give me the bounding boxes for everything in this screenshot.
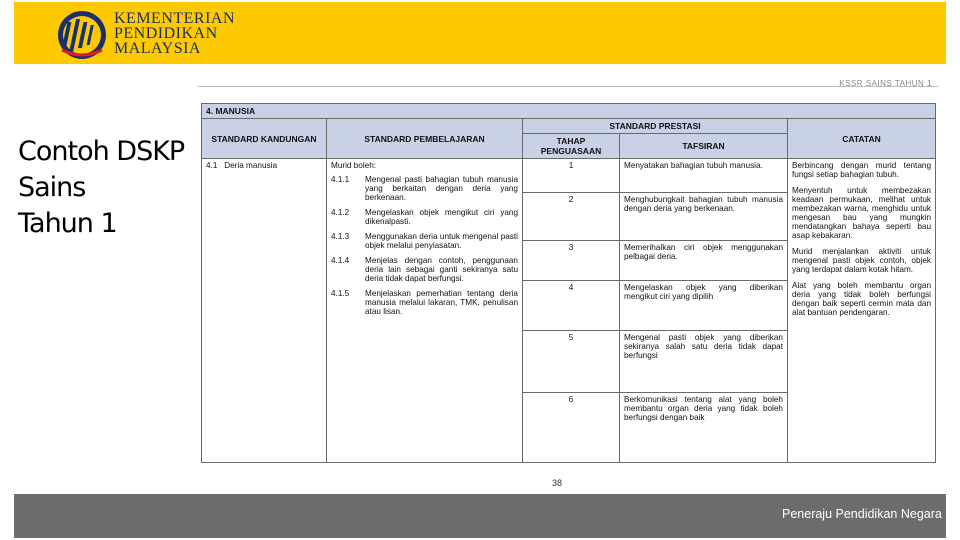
performance-descriptor: Menghubungkait bahagian tubuh manusia dengan deria yang berkenaan. [620, 193, 788, 241]
dskp-document [198, 79, 938, 489]
learning-standard-item: 4.1.2 Mengelaskan objek mengikut ciri yang dikenalpasti. [331, 208, 518, 226]
slide-title [18, 134, 184, 242]
note-item: Alat yang boleh membantu organ deria yang tidak boleh berfungsi dengan baik seperti cermin mata dan alat bantuan pendengaran. [792, 281, 931, 317]
col-standard-prestasi: STANDARD PRESTASI [523, 119, 788, 134]
content-standard-code: 4.1 [206, 161, 218, 170]
content-standard-cell [202, 159, 327, 463]
col-tafsiran: TAFSIRAN [620, 134, 788, 159]
page-number: 38 [552, 478, 563, 488]
note-item: Murid menjalankan aktiviti untuk mengenal pasti objek contoh, objek yang terdapat dalam kotak hitam. [792, 247, 931, 274]
note-item: Menyentuh untuk membezakan keadaan permukaan, melihat untuk membezakan warna, menghidu untuk mengesan bau yang mungkin mendatangkan bahaya seperti bau asap kebakaran. [792, 186, 931, 240]
footer-tagline: Peneraju Pendidikan Negara [782, 507, 942, 521]
performance-level: 1 [523, 159, 620, 193]
kpm-logo-icon [54, 10, 110, 60]
ministry-line-3: MALAYSIA [114, 40, 201, 57]
ministry-name [114, 11, 235, 56]
slide-title-line-1: Contoh DSKP [18, 136, 185, 167]
learning-standard-item: 4.1.1 Mengenal pasti bahagian tubuh manusia yang berkaitan dengan deria yang berkenaan. [331, 175, 518, 202]
performance-level: 5 [523, 331, 620, 393]
content-standard-title: Deria manusia [224, 161, 278, 170]
dskp-table [201, 103, 936, 463]
notes-cell [788, 159, 936, 463]
performance-descriptor: Berkomunikasi tentang alat yang boleh membantu organ deria yang tidak boleh berfungsi dengan baik [620, 393, 788, 463]
col-tahap-penguasaan: TAHAP PENGUASAAN [523, 134, 620, 159]
performance-level: 3 [523, 241, 620, 281]
slide-title-line-2: Sains [18, 172, 86, 203]
performance-level: 4 [523, 281, 620, 331]
col-catatan: CATATAN [788, 119, 936, 159]
learning-standards-cell [327, 159, 523, 463]
top-banner [14, 2, 946, 64]
performance-level: 6 [523, 393, 620, 463]
learning-standard-item: 4.1.4 Menjelas dengan contoh, penggunaan deria lain sebagai ganti sekiranya satu deria tidak dapat berfungsi. [331, 256, 518, 283]
section-title: 4. MANUSIA [202, 104, 936, 119]
ministry-line-1: KEMENTERIAN [114, 10, 236, 27]
performance-level: 2 [523, 193, 620, 241]
performance-descriptor: Mengenal pasti objek yang diberikan sekiranya salah satu deria tidak dapat berfungsi [620, 331, 788, 393]
performance-descriptor: Menyatakan bahagian tubuh manusia. [620, 159, 788, 193]
slide-title-line-3: Tahun 1 [18, 208, 117, 239]
learning-standard-item: 4.1.3 Menggunakan deria untuk mengenal pasti objek melalui penyiasatan. [331, 232, 518, 250]
learning-intro: Murid boleh: [331, 161, 377, 170]
performance-descriptor: Mengelaskan objek yang diberikan mengikut ciri yang dipilih [620, 281, 788, 331]
note-item: Berbincang dengan murid tentang fungsi setiap bahagian tubuh. [792, 161, 931, 179]
performance-descriptor: Memerihalkan ciri objek menggunakan pelbagai deria. [620, 241, 788, 281]
ministry-line-2: PENDIDIKAN [114, 25, 218, 42]
col-standard-kandungan: STANDARD KANDUNGAN [202, 119, 327, 159]
learning-standard-item: 4.1.5 Menjelaskan pemerhatian tentang deria manusia melalui lakaran, TMK, penulisan atau lisan. [331, 289, 518, 316]
col-standard-pembelajaran: STANDARD PEMBELAJARAN [327, 119, 523, 159]
document-header-label: KSSR SAINS TAHUN 1 [839, 79, 932, 88]
